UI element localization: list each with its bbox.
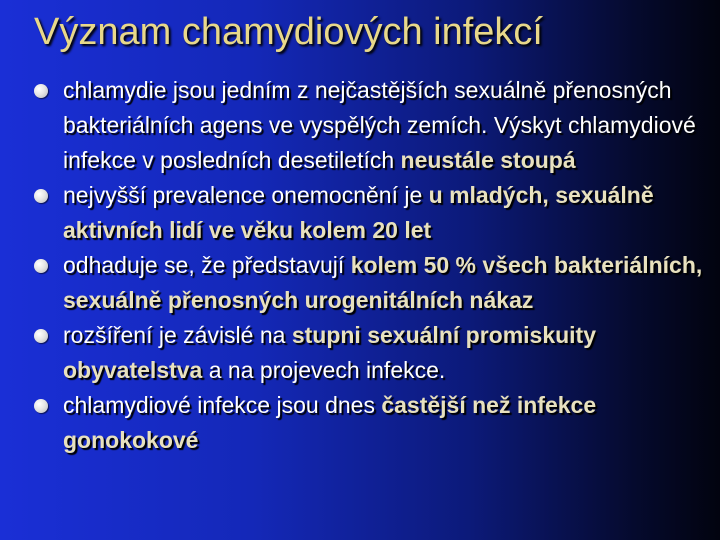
bullet-sphere-icon	[34, 399, 48, 413]
bullet-emphasis: kolem 50 % všech bakteriálních, sexuálně přenosných urogenitálních nákaz	[63, 252, 703, 313]
bullet-text-segment: nejvyšší prevalence onemocnění je	[63, 182, 429, 208]
bullet-item-2	[34, 178, 714, 248]
bullet-item-4	[34, 318, 714, 388]
bullet-item-5	[34, 388, 714, 458]
bullet-text-segment: rozšíření je závislé na	[63, 322, 292, 348]
bullet-text-segment: chlamydie jsou jedním z nejčastějších sexuálně přenosných bakteriálních agens ve vyspělých zemích. Výskyt chlamydiové infekce v posledních desetiletích	[63, 77, 696, 173]
bullet-sphere-icon	[34, 189, 48, 203]
bullet-text-4	[63, 322, 596, 383]
bullet-text-3	[63, 252, 702, 313]
bullet-emphasis: u mladých, sexuálně aktivních lidí ve věku kolem 20 let	[63, 182, 654, 243]
bullet-item-3	[34, 248, 714, 318]
bullet-sphere-icon	[34, 84, 48, 98]
bullet-text-2	[63, 182, 654, 243]
bullet-emphasis: neustále stoupá	[400, 147, 576, 173]
slide-title: Význam chamydiových infekcí	[34, 11, 543, 53]
bullet-list	[34, 73, 714, 458]
bullet-text-segment: a na projevech infekce.	[202, 357, 446, 383]
bullet-emphasis: častější než infekce gonokokové	[63, 392, 597, 453]
bullet-sphere-icon	[34, 259, 48, 273]
bullet-text-1	[63, 77, 696, 173]
bullet-emphasis: stupni sexuální promiskuity obyvatelstva	[63, 322, 597, 383]
bullet-text-segment: chlamydiové infekce jsou dnes	[63, 392, 382, 418]
bullet-item-1	[34, 73, 714, 178]
bullet-text-5	[63, 392, 596, 453]
bullet-sphere-icon	[34, 329, 48, 343]
bullet-text-segment: odhaduje se, že představují	[63, 252, 351, 278]
